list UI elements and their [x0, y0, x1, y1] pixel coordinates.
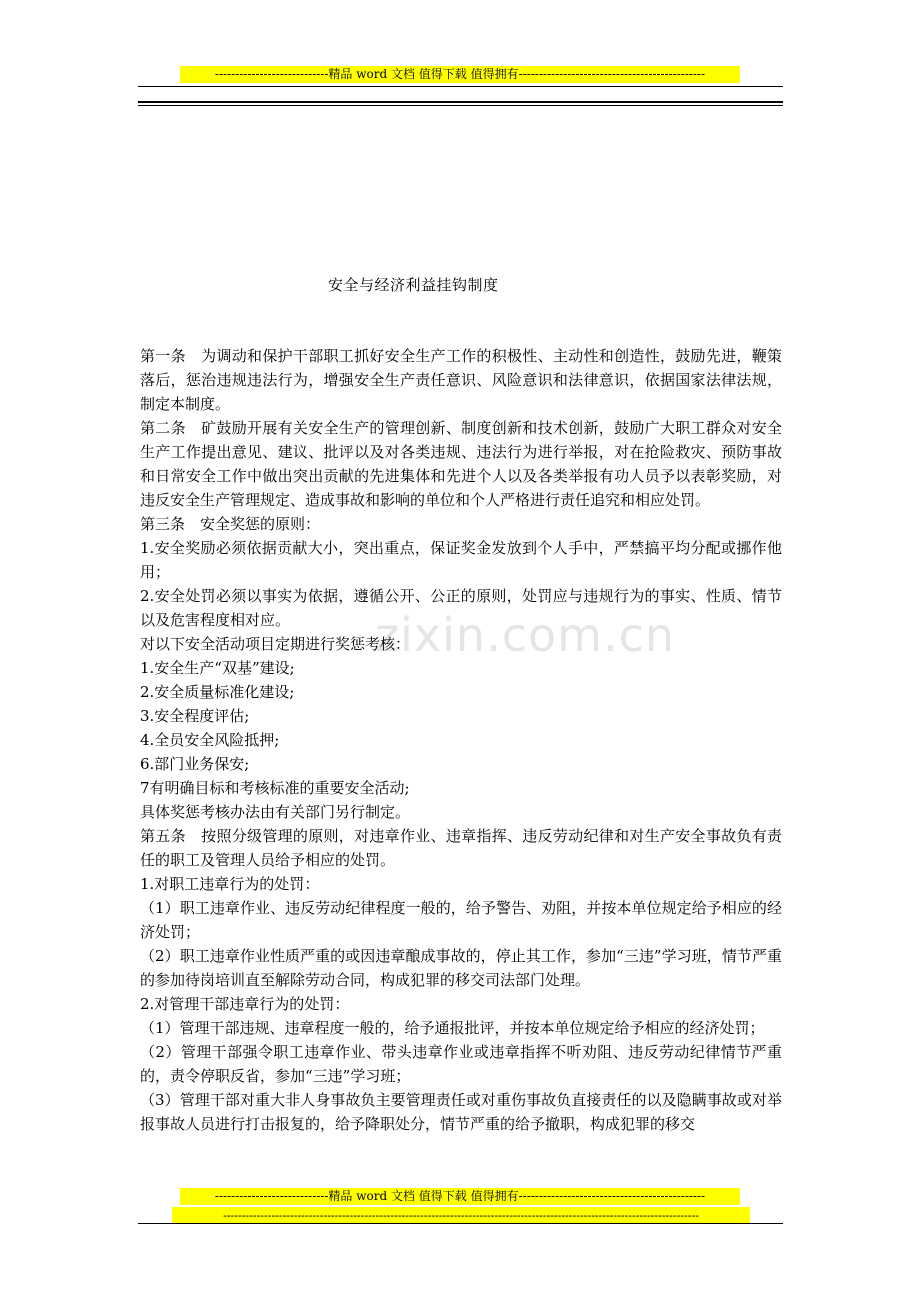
paragraph: （2）职工违章作业性质严重的或因违章酿成事故的，停止其工作，参加“三违”学习班，情节严重的参加待岗培训直至解除劳动合同，构成犯罪的移交司法部门处理。	[140, 947, 782, 989]
paragraph: （2）管理干部强令职工违章作业、带头违章作业或违章指挥不听劝阻、违反劳动纪律情节严重的，责令停职反省，参加“三违”学习班；	[140, 1043, 782, 1085]
header-double-rule-thin	[138, 105, 783, 106]
paragraph: 第五条 按照分级管理的原则，对违章作业、违章指挥、违反劳动纪律和对生产安全事故负有责任的职工及管理人员给予相应的处罚。	[140, 827, 782, 869]
paragraph: 1.对职工违章行为的处罚：	[140, 875, 320, 893]
paragraph: 对以下安全活动项目定期进行奖惩考核：	[140, 635, 411, 653]
footer-banner: ----------------------------精品 word 文档 值得下载 值得拥有----------------------------------------------	[180, 1188, 740, 1205]
header-rule	[138, 86, 783, 87]
paragraph: 第二条 矿鼓励开展有关安全生产的管理创新、制度创新和技术创新，鼓励广大职工群众对安全生产工作提出意见、建议、批评以及对各类违规、违法行为进行举报，对在抢险救灾、预防事故和日常安全工作中做出突出贡献的先进集体和先进个人以及各类举报有功人员予以表彰奖励，对违反安全生产管理规定、造成事故和影响的单位和个人严格进行责任追究和相应处罚。	[140, 419, 782, 509]
paragraph: 1.安全奖励必须依据贡献大小，突出重点，保证奖金发放到个人手中，严禁搞平均分配或挪作他用；	[140, 539, 782, 581]
paragraph: （1）管理干部违规、违章程度一般的，给予通报批评，并按本单位规定给予相应的经济处罚；	[140, 1019, 765, 1037]
paragraph: 第一条 为调动和保护干部职工抓好安全生产工作的积极性、主动性和创造性，鼓励先进，鞭策落后，惩治违规违法行为，增强安全生产责任意识、风险意识和法律意识，依据国家法律法规，制定本制度。	[140, 347, 782, 413]
document-title: 安全与经济利益挂钩制度	[328, 276, 499, 294]
paragraph: （3）管理干部对重大非人身事故负主要管理责任或对重伤事故负直接责任的以及隐瞒事故或对举报事故人员进行打击报复的，给予降职处分，情节严重的给予撤职，构成犯罪的移交	[140, 1091, 782, 1133]
header-double-rule-thick	[138, 101, 783, 103]
document-body	[140, 344, 782, 1136]
paragraph: 2.安全质量标准化建设;	[140, 683, 295, 701]
paragraph: 具体奖惩考核办法由有关部门另行制定。	[140, 803, 411, 821]
paragraph: 3.安全程度评估;	[140, 707, 250, 725]
paragraph: 2.对管理干部违章行为的处罚：	[140, 995, 350, 1013]
footer-rule	[138, 1223, 783, 1224]
paragraph: （1）职工违章作业、违反劳动纪律程度一般的，给予警告、劝阻，并按本单位规定给予相应的经济处罚；	[140, 899, 782, 941]
paragraph: 7有明确目标和考核标准的重要安全活动;	[140, 779, 410, 797]
paragraph: 第三条 安全奖惩的原则：	[140, 515, 321, 533]
footer-dash-line: --------------------------------------------------------------------------------------------------------------------------------	[172, 1207, 750, 1224]
header-banner: ----------------------------精品 word 文档 值得下载 值得拥有----------------------------------------------	[180, 66, 740, 83]
paragraph: 1.安全生产“双基”建设;	[140, 659, 295, 677]
paragraph: 2.安全处罚必须以事实为依据，遵循公开、公正的原则，处罚应与违规行为的事实、性质、情节以及危害程度相对应。	[140, 587, 782, 629]
paragraph: 6.部门业务保安;	[140, 755, 250, 773]
paragraph: 4.全员安全风险抵押;	[140, 731, 280, 749]
watermark: zixin.com.cn	[375, 608, 676, 662]
